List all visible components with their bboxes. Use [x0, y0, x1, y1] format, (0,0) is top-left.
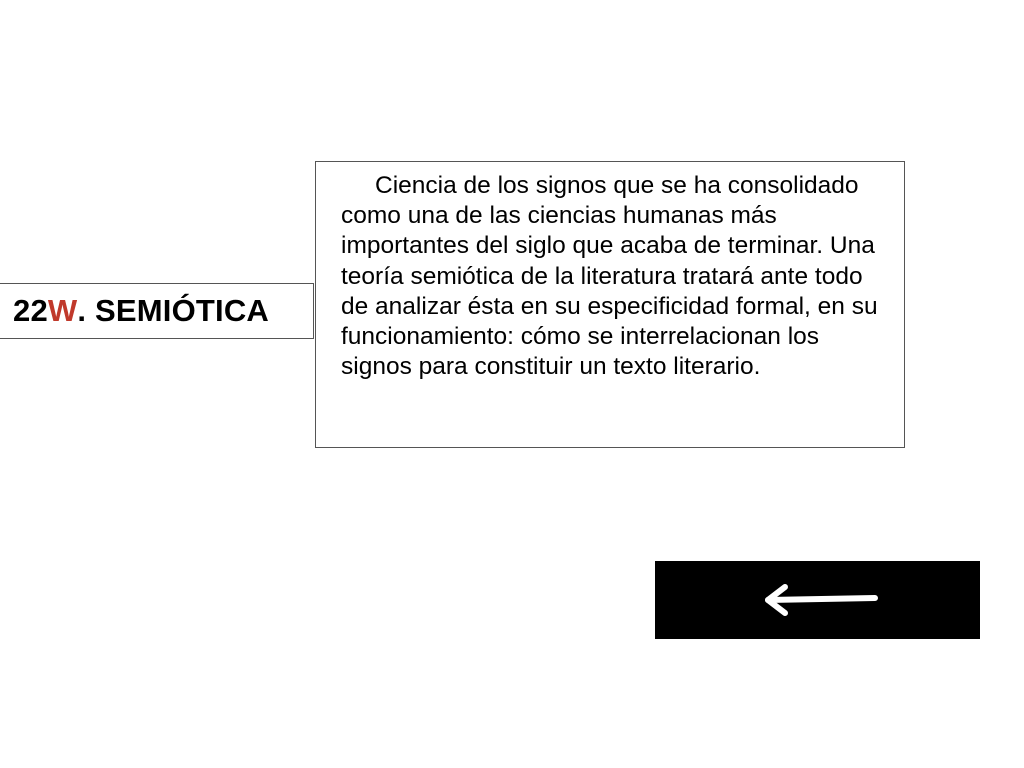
title-letter: W: [47, 293, 78, 328]
back-button[interactable]: [655, 561, 980, 639]
arrow-left-icon: [763, 579, 883, 621]
title-number: 22: [13, 293, 48, 328]
definition-box: [315, 161, 905, 448]
definition-text: Ciencia de los signos que se ha consolidado como una de las ciencias humanas más importantes del siglo que acaba de terminar. Una teoría semiótica de la literatura tratará ante todo de analizar ésta en su especificidad formal, en su funcionamiento: cómo se interrelacionan los signos para constituir un texto literario.: [341, 172, 878, 381]
title-text: . SEMIÓTICA: [77, 293, 270, 328]
slide-title: [0, 283, 314, 339]
